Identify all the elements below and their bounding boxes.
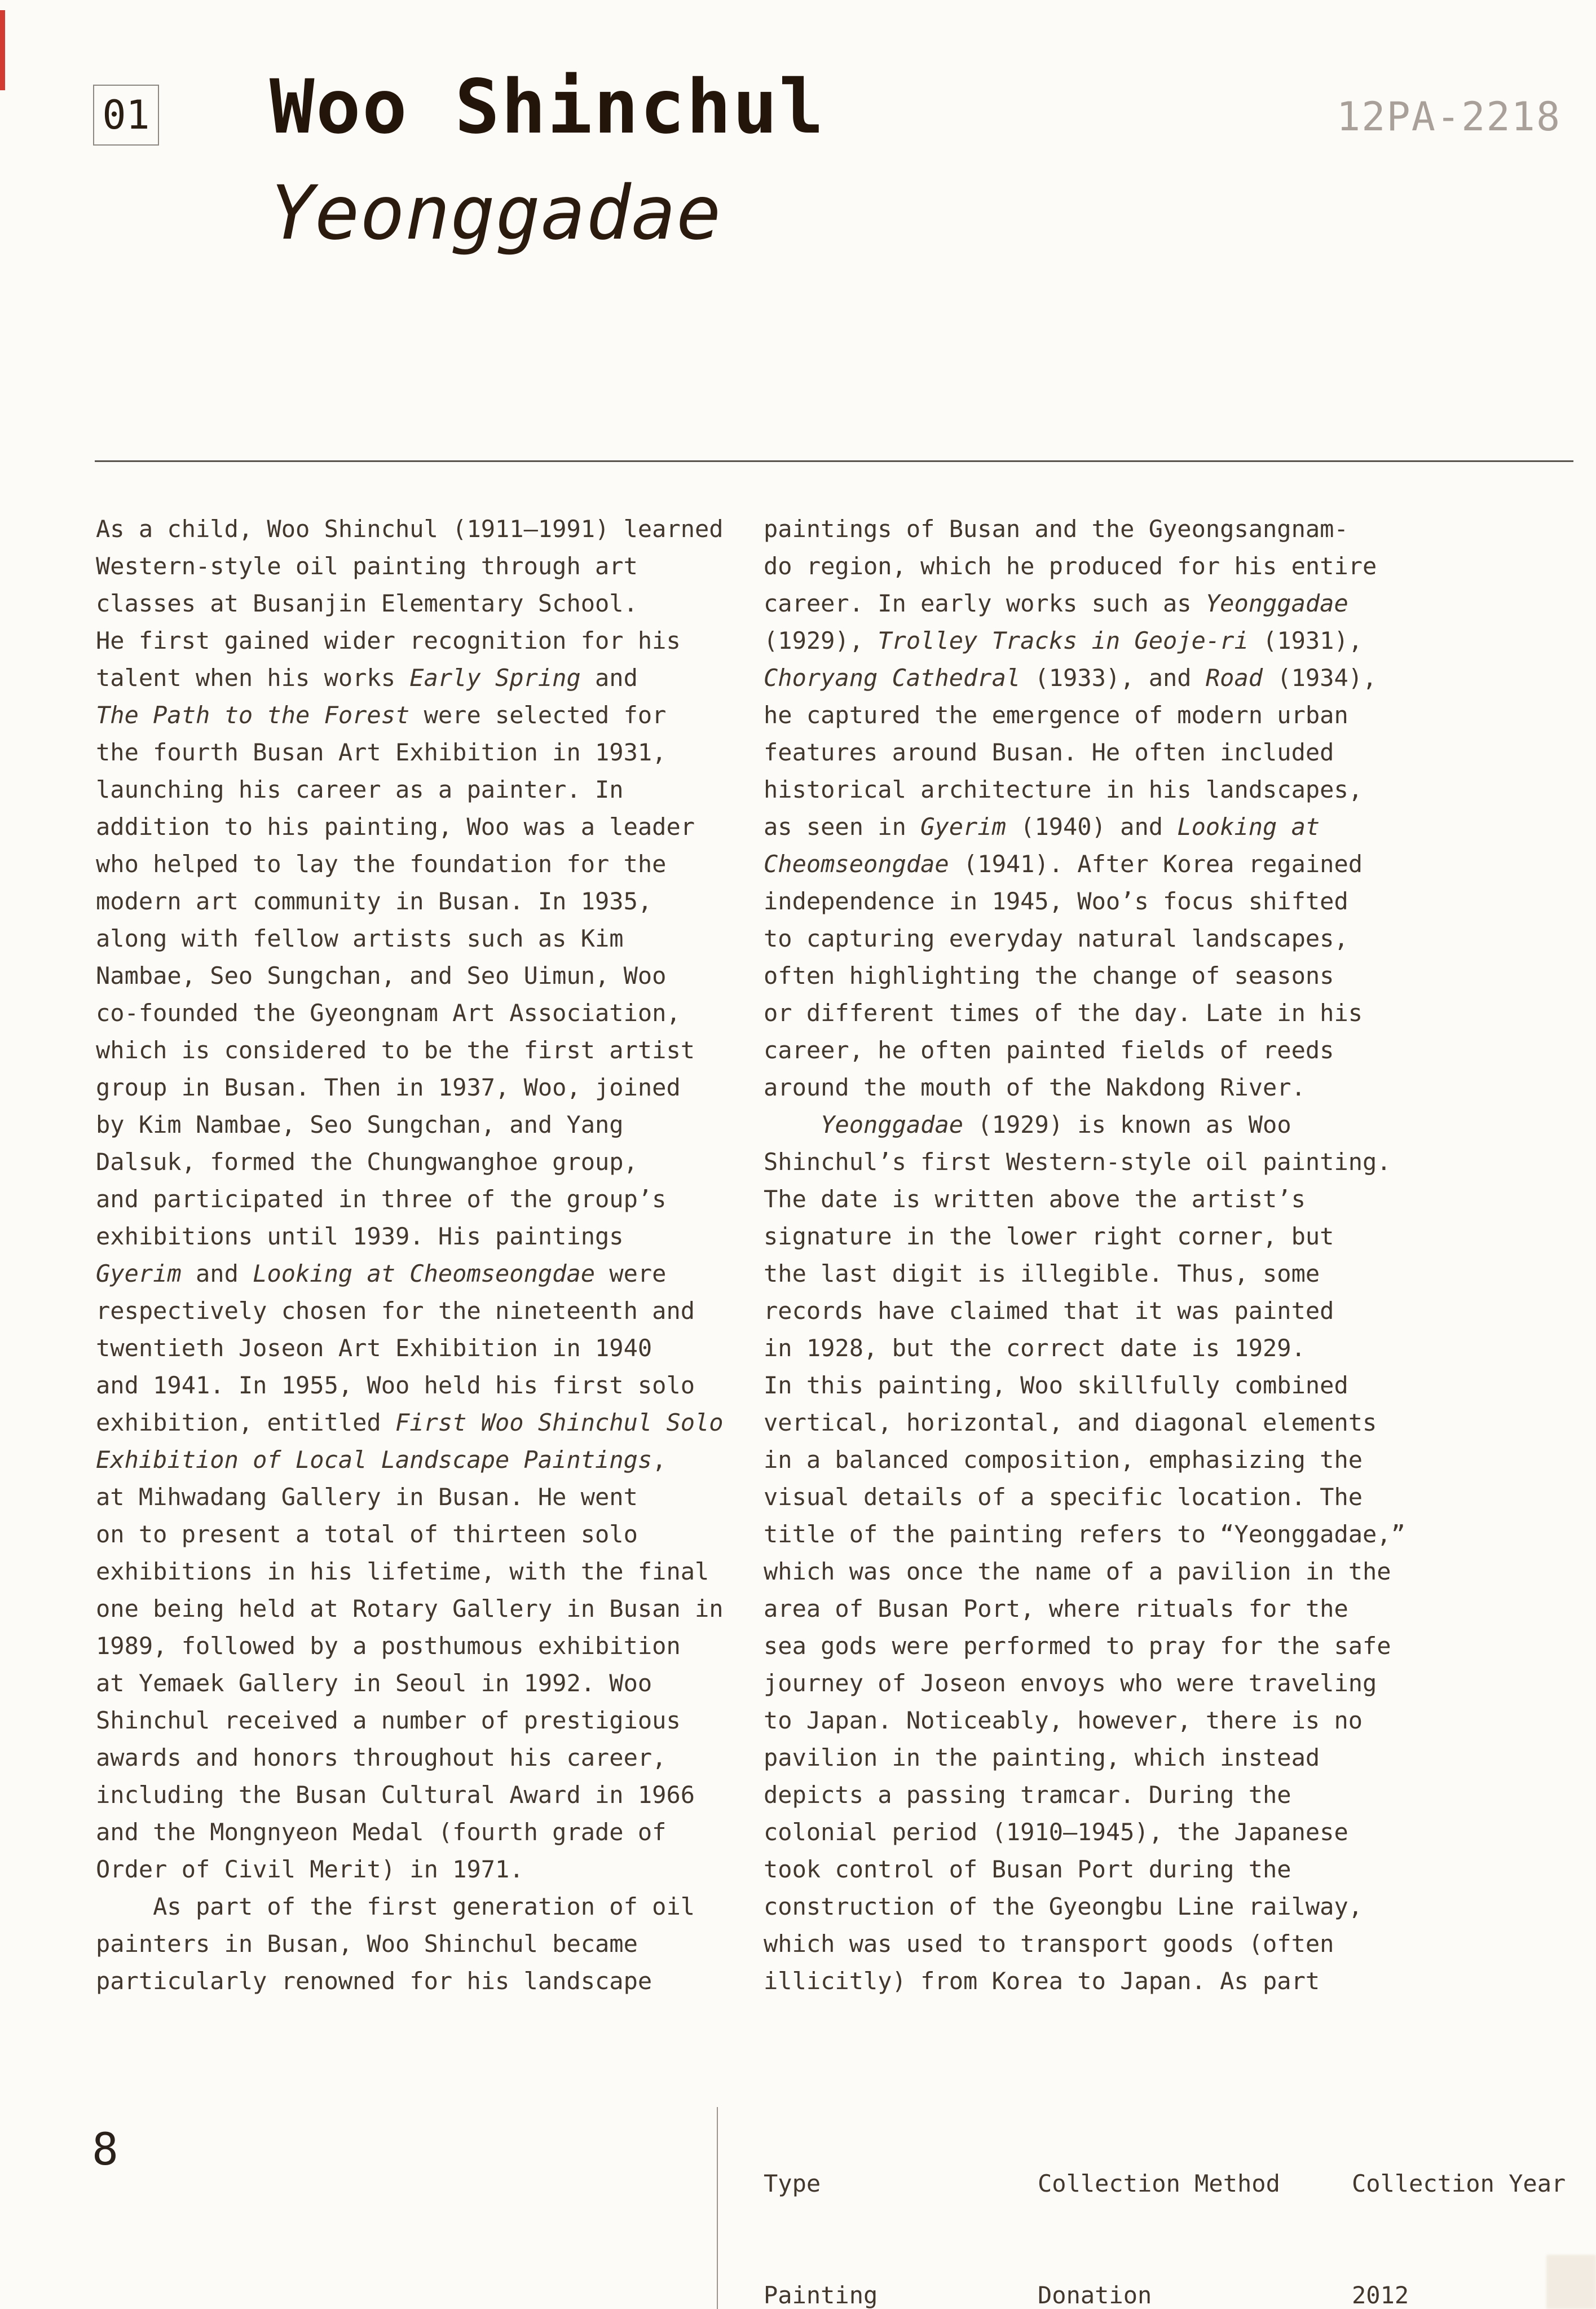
text-line: features around Busan. He often included bbox=[764, 738, 1334, 766]
text-line: which was used to transport goods (often bbox=[764, 1930, 1334, 1958]
red-edge-mark bbox=[0, 10, 5, 90]
text-line: respectively chosen for the nineteenth and bbox=[96, 1297, 695, 1325]
text-line: and the Mongnyeon Medal (fourth grade of bbox=[96, 1818, 667, 1846]
text-line: in 1928, but the correct date is 1929. bbox=[764, 1334, 1306, 1362]
artwork-title: Yeonggadae bbox=[270, 170, 722, 257]
article-left-column bbox=[96, 511, 724, 2000]
text-line: The date is written above the artist’s bbox=[764, 1185, 1306, 1213]
text-line: in a balanced composition, emphasizing the bbox=[764, 1446, 1363, 1474]
catalog-number: 12PA-2218 bbox=[1337, 94, 1562, 140]
text-line: Choryang Cathedral (1933), and Road (1934), bbox=[764, 664, 1377, 692]
text-line: Yeonggadae (1929) is known as Woo bbox=[821, 1111, 1291, 1138]
text-line: Cheomseongdae (1941). After Korea regained bbox=[764, 850, 1363, 878]
text-line: exhibitions in his lifetime, with the final bbox=[96, 1558, 709, 1585]
text-line: group in Busan. Then in 1937, Woo, joined bbox=[96, 1074, 681, 1101]
text-line: area of Busan Port, where rituals for the bbox=[764, 1595, 1348, 1622]
text-line: often highlighting the change of seasons bbox=[764, 962, 1334, 989]
text-line: independence in 1945, Woo’s focus shifted bbox=[764, 887, 1348, 915]
text-line: awards and honors throughout his career, bbox=[96, 1744, 667, 1771]
text-line: as seen in Gyerim (1940) and Looking at bbox=[764, 813, 1320, 841]
text-line: As a child, Woo Shinchul (1911–1991) learned bbox=[96, 515, 724, 543]
text-line: Nambae, Seo Sungchan, and Seo Uimun, Woo bbox=[96, 962, 667, 989]
text-line: career. In early works such as Yeonggadae bbox=[764, 590, 1348, 617]
text-line: painters in Busan, Woo Shinchul became bbox=[96, 1930, 638, 1958]
text-line: by Kim Nambae, Seo Sungchan, and Yang bbox=[96, 1111, 624, 1138]
text-line: launching his career as a painter. In bbox=[96, 776, 624, 803]
metadata-divider-rule bbox=[717, 2107, 718, 2309]
text-line: twentieth Joseon Art Exhibition in 1940 bbox=[96, 1334, 652, 1362]
text-line: modern art community in Busan. In 1935, bbox=[96, 887, 652, 915]
text-line: In this painting, Woo skillfully combined bbox=[764, 1371, 1348, 1399]
text-line: exhibition, entitled First Woo Shinchul Solo bbox=[96, 1409, 724, 1436]
metadata-value: Donation bbox=[1038, 2281, 1152, 2309]
text-line: pavilion in the painting, which instead bbox=[764, 1744, 1320, 1771]
text-line: classes at Busanjin Elementary School. bbox=[96, 590, 638, 617]
text-line: which was once the name of a pavilion in the bbox=[764, 1558, 1391, 1585]
metadata-label: Collection Year bbox=[1352, 2170, 1566, 2197]
text-line: or different times of the day. Late in his bbox=[764, 999, 1363, 1027]
text-line: which is considered to be the first artist bbox=[96, 1036, 695, 1064]
text-line: and participated in three of the group’s bbox=[96, 1185, 667, 1213]
page-number: 8 bbox=[92, 2125, 118, 2175]
text-line: do region, which he produced for his entire bbox=[764, 552, 1377, 580]
text-line: at Yemaek Gallery in Seoul in 1992. Woo bbox=[96, 1669, 652, 1697]
text-line: Shinchul received a number of prestigious bbox=[96, 1707, 681, 1734]
text-line: depicts a passing tramcar. During the bbox=[764, 1781, 1291, 1809]
text-line: journey of Joseon envoys who were traveling bbox=[764, 1669, 1377, 1697]
metadata-field-collection-method bbox=[1038, 2091, 1280, 2309]
text-line: visual details of a specific location. The bbox=[764, 1483, 1363, 1511]
text-line: around the mouth of the Nakdong River. bbox=[764, 1074, 1306, 1101]
text-line: Exhibition of Local Landscape Paintings, bbox=[96, 1446, 667, 1474]
text-line: construction of the Gyeongbu Line railway, bbox=[764, 1893, 1363, 1920]
entry-number: 01 bbox=[102, 92, 150, 138]
text-line: Western-style oil painting through art bbox=[96, 552, 638, 580]
text-line: historical architecture in his landscapes, bbox=[764, 776, 1363, 803]
text-line: records have claimed that it was painted bbox=[764, 1297, 1334, 1325]
entry-number-box bbox=[93, 85, 159, 146]
metadata-field-type bbox=[764, 2091, 878, 2309]
text-line: co-founded the Gyeongnam Art Association, bbox=[96, 999, 681, 1027]
text-line: The Path to the Forest were selected for bbox=[96, 701, 667, 729]
text-line: particularly renowned for his landscape bbox=[96, 1967, 652, 1995]
metadata-label: Type bbox=[764, 2170, 821, 2197]
text-line: exhibitions until 1939. His paintings bbox=[96, 1222, 624, 1250]
text-line: addition to his painting, Woo was a leader bbox=[96, 813, 695, 841]
text-line: he captured the emergence of modern urban bbox=[764, 701, 1348, 729]
text-line: colonial period (1910–1945), the Japanese bbox=[764, 1818, 1348, 1846]
text-line: paintings of Busan and the Gyeongsangnam- bbox=[764, 515, 1348, 543]
text-line: 1989, followed by a posthumous exhibition bbox=[96, 1632, 681, 1660]
metadata-value: Painting bbox=[764, 2281, 878, 2309]
text-line: sea gods were performed to pray for the safe bbox=[764, 1632, 1391, 1660]
text-line: Dalsuk, formed the Chungwanghoe group, bbox=[96, 1148, 638, 1176]
text-line: title of the painting refers to “Yeonggadae,” bbox=[764, 1520, 1405, 1548]
metadata-value: 2012 bbox=[1352, 2281, 1409, 2309]
text-line: who helped to lay the foundation for the bbox=[96, 850, 667, 878]
metadata-label: Collection Method bbox=[1038, 2170, 1280, 2197]
text-line: talent when his works Early Spring and bbox=[96, 664, 638, 692]
text-line: Shinchul’s first Western-style oil painting. bbox=[764, 1148, 1391, 1176]
text-line: vertical, horizontal, and diagonal elements bbox=[764, 1409, 1377, 1436]
text-line: He first gained wider recognition for his bbox=[96, 627, 681, 654]
text-line: one being held at Rotary Gallery in Busan in bbox=[96, 1595, 724, 1622]
text-line: Order of Civil Merit) in 1971. bbox=[96, 1855, 524, 1883]
text-line: to Japan. Noticeably, however, there is no bbox=[764, 1707, 1363, 1734]
text-line: took control of Busan Port during the bbox=[764, 1855, 1291, 1883]
text-line: the fourth Busan Art Exhibition in 1931, bbox=[96, 738, 667, 766]
text-line: signature in the lower right corner, but bbox=[764, 1222, 1334, 1250]
text-line: As part of the first generation of oil bbox=[96, 1893, 695, 1920]
text-line: along with fellow artists such as Kim bbox=[96, 925, 624, 952]
text-line: the last digit is illegible. Thus, some bbox=[764, 1260, 1320, 1287]
scan-corner-tint bbox=[1546, 2255, 1596, 2309]
text-line: at Mihwadang Gallery in Busan. He went bbox=[96, 1483, 638, 1511]
metadata-field-collection-year bbox=[1352, 2091, 1566, 2309]
text-line: on to present a total of thirteen solo bbox=[96, 1520, 638, 1548]
text-line: (1929), Trolley Tracks in Geoje-ri (1931), bbox=[764, 627, 1363, 654]
text-line: career, he often painted fields of reeds bbox=[764, 1036, 1334, 1064]
artist-name-title: Woo Shinchul bbox=[270, 64, 826, 151]
header-divider-rule bbox=[95, 460, 1573, 462]
text-line: to capturing everyday natural landscapes, bbox=[764, 925, 1348, 952]
text-line: illicitly) from Korea to Japan. As part bbox=[764, 1967, 1320, 1995]
text-line: and 1941. In 1955, Woo held his first solo bbox=[96, 1371, 695, 1399]
text-line: including the Busan Cultural Award in 1966 bbox=[96, 1781, 695, 1809]
article-right-column bbox=[764, 511, 1405, 2000]
text-line: Gyerim and Looking at Cheomseongdae were bbox=[96, 1260, 667, 1287]
